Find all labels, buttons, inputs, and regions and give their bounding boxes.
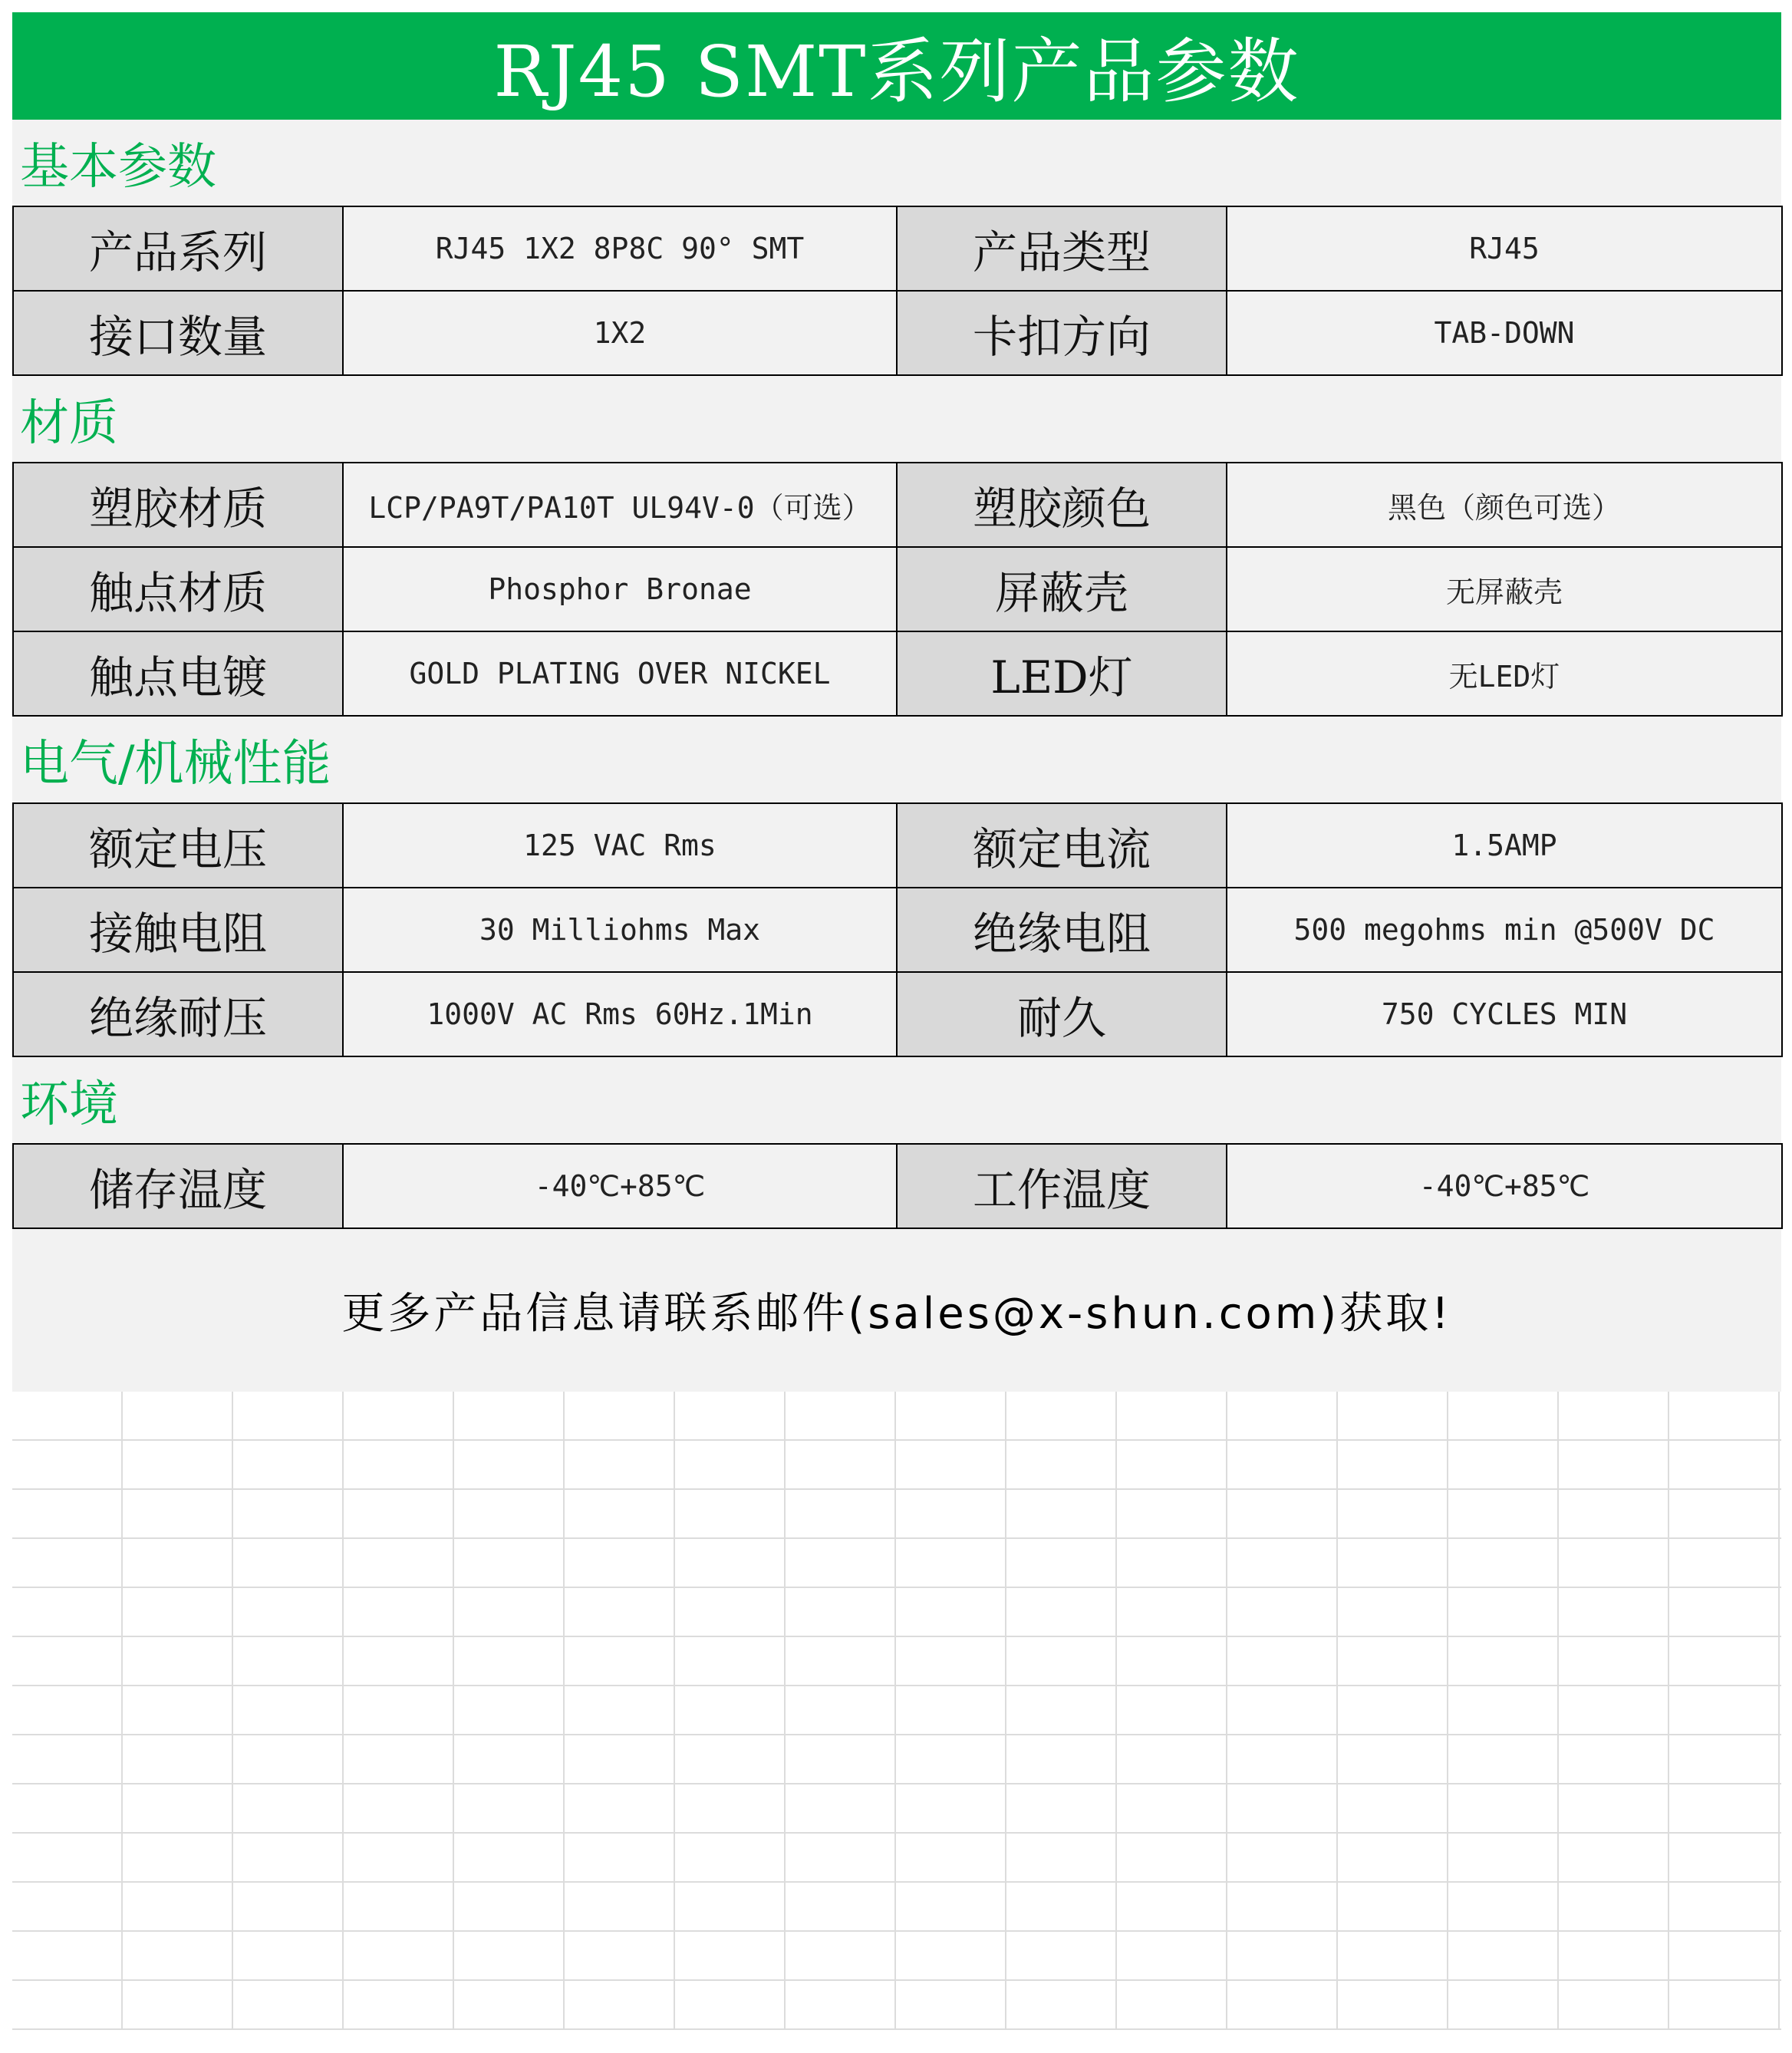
param-label: 耐久 xyxy=(897,972,1227,1056)
param-value: -40℃+85℃ xyxy=(1227,1144,1782,1228)
param-label: 额定电流 xyxy=(897,803,1227,888)
param-label: 塑胶颜色 xyxy=(897,463,1227,547)
param-label: 塑胶材质 xyxy=(13,463,343,547)
table-row xyxy=(13,972,1782,1056)
param-value: GOLD PLATING OVER NICKEL xyxy=(343,631,897,716)
param-value: -40℃+85℃ xyxy=(343,1144,897,1228)
table-row xyxy=(13,206,1782,291)
section-title-electrical: 电气/机械性能 xyxy=(20,736,331,793)
param-value: 125 VAC Rms xyxy=(343,803,897,888)
param-value: 1000V AC Rms 60Hz.1Min xyxy=(343,972,897,1056)
param-label: 绝缘电阻 xyxy=(897,888,1227,972)
param-label: 绝缘耐压 xyxy=(13,972,343,1056)
param-value: RJ45 1X2 8P8C 90° SMT xyxy=(343,206,897,291)
section-title-environment: 环境 xyxy=(20,1076,118,1133)
spec-table-environment xyxy=(12,1143,1783,1229)
param-label: 触点电镀 xyxy=(13,631,343,716)
page-title: RJ45 SMT系列产品参数 xyxy=(12,12,1781,120)
table-row xyxy=(13,291,1782,375)
table-row xyxy=(13,547,1782,631)
spec-table-material xyxy=(12,462,1783,717)
empty-spreadsheet-grid xyxy=(12,1392,1781,2030)
param-value: 无LED灯 xyxy=(1227,631,1782,716)
table-row xyxy=(13,803,1782,888)
spec-table-basic xyxy=(12,206,1783,376)
param-value: LCP/PA9T/PA10T UL94V-0（可选） xyxy=(343,463,897,547)
table-row xyxy=(13,1144,1782,1228)
param-value: TAB-DOWN xyxy=(1227,291,1782,375)
spec-sheet xyxy=(12,12,1781,2030)
param-value: 无屏蔽壳 xyxy=(1227,547,1782,631)
param-value: RJ45 xyxy=(1227,206,1782,291)
param-label: 额定电压 xyxy=(13,803,343,888)
param-label: 产品系列 xyxy=(13,206,343,291)
param-label: LED灯 xyxy=(897,631,1227,716)
table-row xyxy=(13,463,1782,547)
section-title-basic: 基本参数 xyxy=(20,139,216,196)
spec-panel xyxy=(12,120,1781,1392)
param-label: 屏蔽壳 xyxy=(897,547,1227,631)
param-value: 750 CYCLES MIN xyxy=(1227,972,1782,1056)
param-value: Phosphor Bronae xyxy=(343,547,897,631)
table-row xyxy=(13,631,1782,716)
param-label: 接触电阻 xyxy=(13,888,343,972)
param-label: 接口数量 xyxy=(13,291,343,375)
param-label: 储存温度 xyxy=(13,1144,343,1228)
param-label: 触点材质 xyxy=(13,547,343,631)
param-label: 工作温度 xyxy=(897,1144,1227,1228)
param-value: 黑色（颜色可选） xyxy=(1227,463,1782,547)
param-value: 30 Milliohms Max xyxy=(343,888,897,972)
contact-footer: 更多产品信息请联系邮件(sales@x-shun.com)获取! xyxy=(341,1289,1452,1339)
param-label: 产品类型 xyxy=(897,206,1227,291)
spec-table-electrical xyxy=(12,802,1783,1057)
section-title-material: 材质 xyxy=(20,395,118,452)
table-row xyxy=(13,888,1782,972)
param-value: 1.5AMP xyxy=(1227,803,1782,888)
param-value: 500 megohms min @500V DC xyxy=(1227,888,1782,972)
param-label: 卡扣方向 xyxy=(897,291,1227,375)
param-value: 1X2 xyxy=(343,291,897,375)
